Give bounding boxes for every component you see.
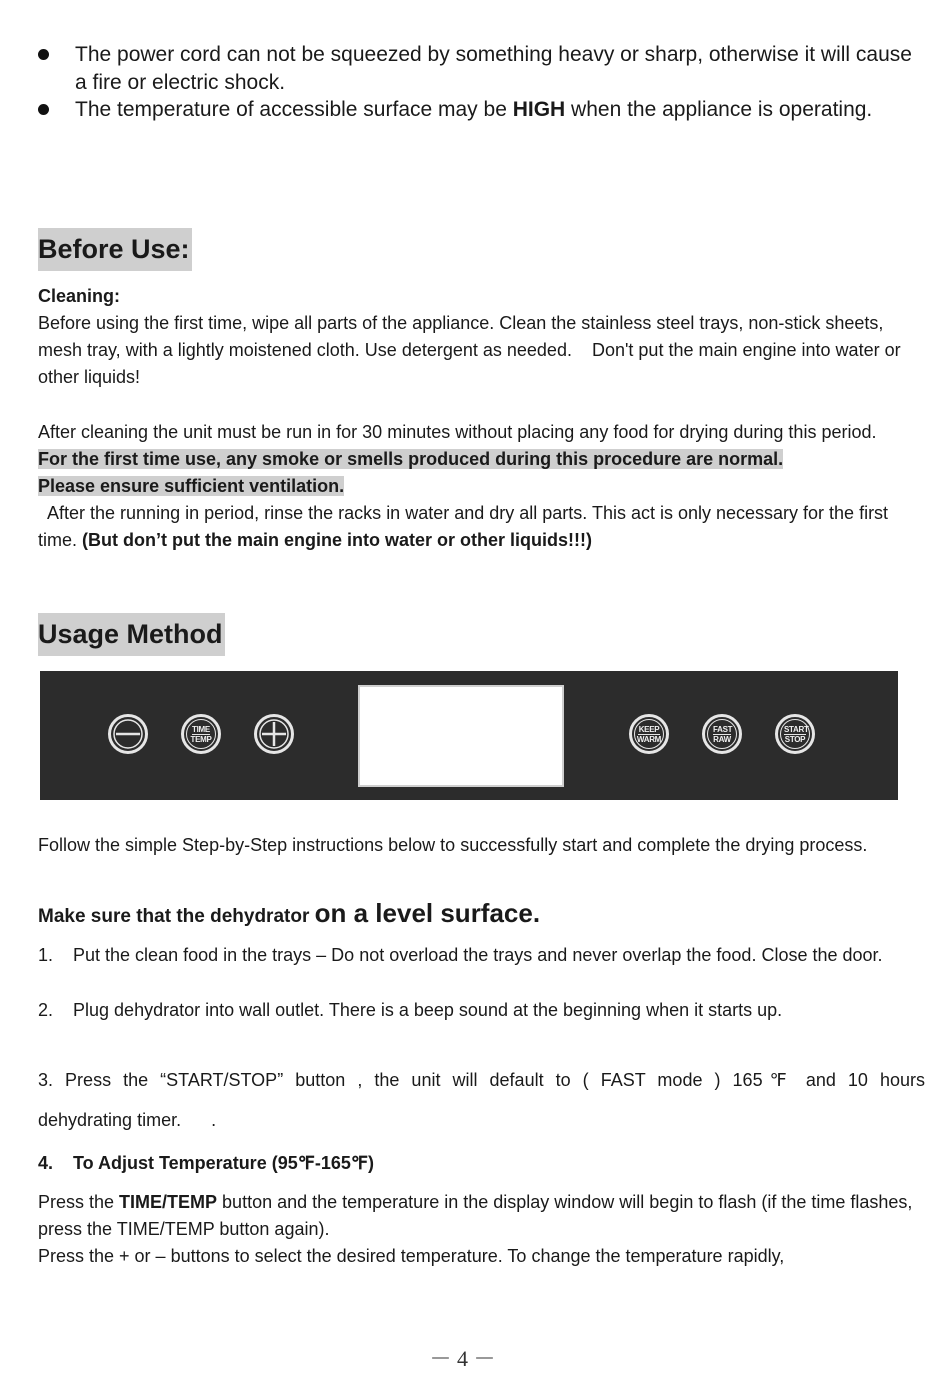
- run-in-para: After cleaning the unit must be run in for 30 minutes without placing any food for drying during this period.: [38, 422, 877, 442]
- cleaning-para-line3: other liquids!: [38, 367, 141, 387]
- step-4-para3: Press the + or – buttons to select the desired temperature. To change the temperature rapidly,: [38, 1246, 785, 1266]
- step-3-line1: 3. Press the “START/STOP” button , the unit will default to ( FAST mode ) 165℉ and 10 hours: [38, 1070, 925, 1090]
- minus-icon: [111, 717, 145, 751]
- keep-warm-button[interactable]: KEEP WARM: [629, 714, 669, 754]
- step-3-line2: dehydrating timer. .: [38, 1110, 217, 1130]
- display-window: [358, 685, 564, 787]
- step-1: 1. Put the clean food in the trays – Do not overload the trays and never overlap the food. Close the door.: [38, 945, 883, 965]
- rinse-para-line1: After the running in period, rinse the racks in water and dry all parts. This act is only necessary for the first: [38, 503, 889, 523]
- before-use-heading: Before Use:: [38, 228, 192, 271]
- usage-intro: Follow the simple Step-by-Step instructions below to successfully start and complete the drying process.: [38, 835, 868, 855]
- step-4-heading: 4. To Adjust Temperature (95℉-165℉): [38, 1153, 374, 1173]
- highlight-smoke-note: For the first time use, any smoke or smells produced during this procedure are normal.: [38, 449, 784, 469]
- time-temp-button[interactable]: TIME TEMP: [181, 714, 221, 754]
- cleaning-label: Cleaning:: [38, 286, 121, 306]
- rinse-para-line2: time. (But don’t put the main engine into water or other liquids!!!): [38, 530, 592, 550]
- cleaning-para-line2: mesh tray, with a lightly moistened cloth. Use detergent as needed. Don't put the main engine into water or: [38, 340, 901, 360]
- bullet-1-line1: The power cord can not be squeezed by something heavy or sharp, otherwise it will cause: [75, 43, 912, 66]
- start-stop-button[interactable]: START STOP: [775, 714, 815, 754]
- step-4-para1: Press the TIME/TEMP button and the temperature in the display window will begin to flash (if the time flashes,: [38, 1192, 913, 1212]
- bullet-dot: [38, 49, 49, 60]
- minus-button[interactable]: [108, 714, 148, 754]
- bullet-2: The temperature of accessible surface may be HIGH when the appliance is operating.: [75, 98, 873, 121]
- bullet-1-line2: a fire or electric shock.: [75, 71, 286, 94]
- page-number: － 4 －: [429, 1346, 496, 1371]
- plus-icon: [257, 717, 291, 751]
- step-2: 2. Plug dehydrator into wall outlet. There is a beep sound at the beginning when it starts up.: [38, 1000, 783, 1020]
- step-4-body: [38, 1189, 938, 1270]
- highlight-ventilation-note: Please ensure sufficient ventilation.: [38, 476, 345, 496]
- fast-raw-button[interactable]: FAST RAW: [702, 714, 742, 754]
- before-use-section: [38, 283, 928, 554]
- step-4-para2: press the TIME/TEMP button again).: [38, 1219, 330, 1239]
- usage-method-heading: Usage Method: [38, 613, 225, 656]
- level-surface-note: Make sure that the dehydrator on a level surface.: [38, 898, 541, 928]
- control-panel: [40, 671, 898, 800]
- bullet-1: [75, 41, 935, 97]
- plus-button[interactable]: [254, 714, 294, 754]
- bullet-dot: [38, 104, 49, 115]
- cleaning-para-line1: Before using the first time, wipe all parts of the appliance. Clean the stainless steel trays, non-stick sheets,: [38, 313, 884, 333]
